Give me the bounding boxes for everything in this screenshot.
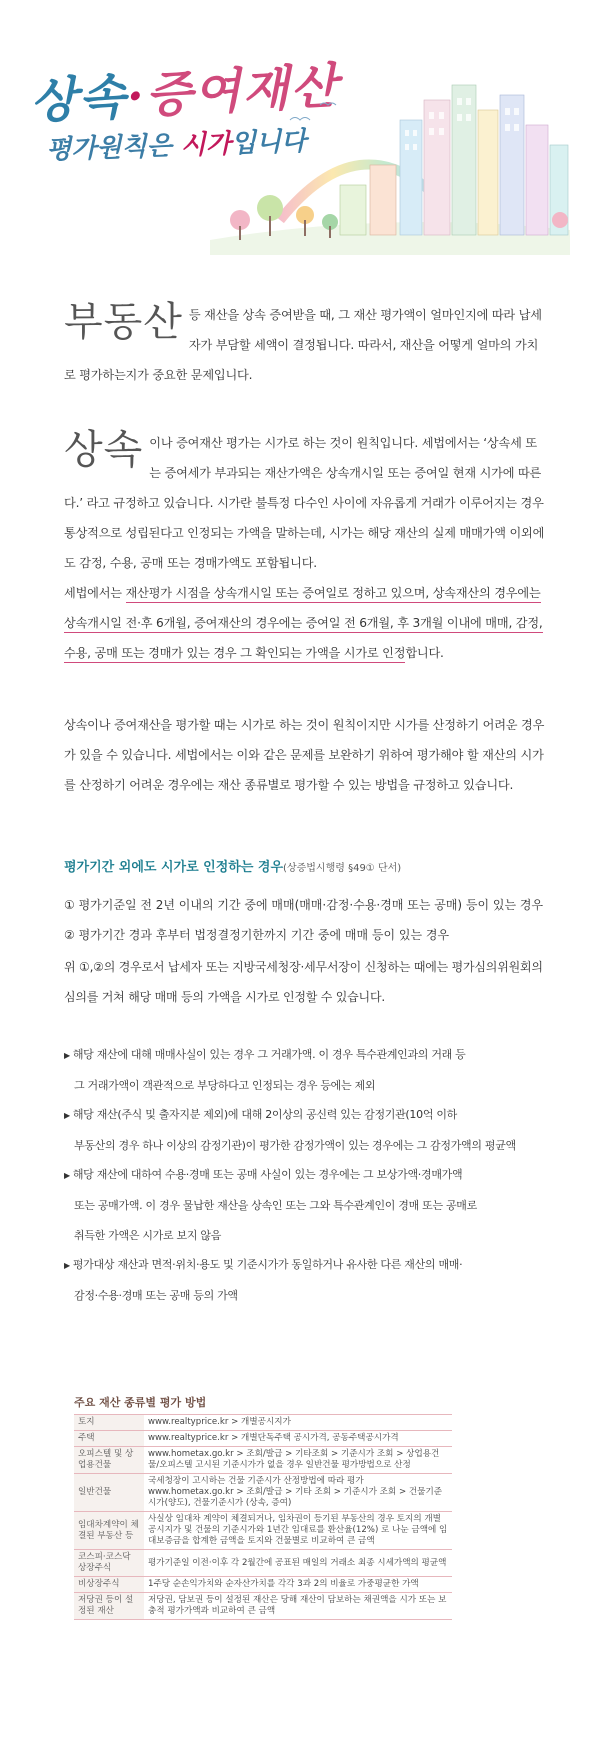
bullet-item: ▶ 해당 재산에 대해 매매사실이 있는 경우 그 거래가액. 이 경우 특수관계인과의 거래 등 그 거래가액이 객관적으로 부당하다고 인정되는 경우 등에는 제외 xyxy=(64,1048,466,1092)
section-title: 평가기간 외에도 시가로 인정하는 경우(상증법시행령 §49① 단서) xyxy=(64,860,402,875)
intro-paragraph-3: 상속이나 증여재산을 평가할 때는 시가로 하는 것이 원칙이지만 시가를 산정하기 어려운 경우가 있을 수 있습니다. 세법에서는 이와 같은 문제를 보완하기 위하여 평가해야 할 재산의 시가를 산정하기 어려운 경우에는 재산 종류별로 평가할 수 있는 방법을 규정하고 있습니다. xyxy=(64,718,545,792)
dropcap-inheritance: 상속 xyxy=(64,427,144,473)
table-row: 일반건물 국세청장이 고시하는 건물 기준시가 산정방법에 따라 평가 www.hometax.go.kr > 조회/발급 > 기타 조회 > 기준시가 조회 > 건물기준시가(양도), 건물기준시가 (상속, 증여) xyxy=(74,1474,452,1512)
table-row: 임대차계약이 체결된 부동산 등 사실상 임대차 계약이 체결되거나, 임차권이 등기된 부동산의 경우 토지의 개별공시지가 및 건물의 기준시가와 1년간 임대료를 환산율(12%) 로 나눈 금액에 임대보증금을 합계한 금액을 토지와 건물별로 비교하여 큰 금액 xyxy=(74,1512,452,1550)
table-row: 오피스텔 및 상업용건물 www.hometax.go.kr > 조회/발급 > 기타조회 > 기준시가 조회 > 상업용건물/오피스텔 고시된 기준시가가 없을 경우 일반건물 평가방법으로 산정 xyxy=(74,1447,452,1474)
table-title: 주요 재산 종류별 평가 방법 xyxy=(74,1396,207,1409)
condition-note: 위 ①,②의 경우로서 납세자 또는 지방국세청장·세무서장이 신청하는 때에는 평가심의위원회의 심의를 거쳐 해당 매매 등의 가액을 시가로 인정할 수 있습니다. xyxy=(64,960,543,1004)
table-row: 토지 www.realtyprice.kr > 개별공시지가 xyxy=(74,1415,452,1431)
condition-item-1: ① 평가기준일 전 2년 이내의 기간 중에 매매(매매·감정·수용·경매 또는 공매) 등이 있는 경우 xyxy=(64,898,544,912)
triangle-bullet-icon: ▶ xyxy=(64,1171,70,1180)
table-row: 주택 www.realtyprice.kr > 개별단독주택 공시가격, 공동주택공시가격 xyxy=(74,1431,452,1447)
intro-paragraph-1: 부동산 등 재산을 상속 증여받을 때, 그 재산 평가액이 얼마인지에 따라 납세자가 부담할 세액이 결정됩니다. 따라서, 재산을 어떻게 얼마의 가치로 평가하는지가 중요한 문제입니다. xyxy=(64,299,542,382)
valuation-method-table xyxy=(74,1414,452,1620)
table-row: 비상장주식 1주당 순손익가치와 순자산가치를 각각 3과 2의 비율로 가중평균한 가액 xyxy=(74,1577,452,1593)
bullet-item: ▶ 해당 재산에 대하여 수용·경매 또는 공매 사실이 있는 경우에는 그 보상가액·경매가액 또는 공매가액. 이 경우 물납한 재산을 상속인 또는 그와 특수관계인이 경매 또는 공매로 취득한 가액은 시가로 보지 않음 xyxy=(64,1168,477,1242)
key-rule-underlined: 재산평가 시점을 상속개시일 또는 증여일로 정하고 있으며, 상속재산의 경우에는 상속개시일 전·후 6개월, 증여재산의 경우에는 증여일 전 6개월, 후 3개월 이내에 매매, 감정, 수용, 공매 또는 경매가 있는 경우 그 확인되는 가액을 시가로 인정 xyxy=(64,586,543,663)
triangle-bullet-icon: ▶ xyxy=(64,1261,70,1270)
condition-item-2: ② 평가기간 경과 후부터 법정결정기한까지 기간 중에 매매 등이 있는 경우 xyxy=(64,928,450,942)
dropcap-realestate: 부동산 xyxy=(64,299,183,345)
table-row: 코스피·코스닥 상장주식 평가기준일 이전·이후 각 2월간에 공표된 매일의 거래소 최종 시세가액의 평균액 xyxy=(74,1550,452,1577)
triangle-bullet-icon: ▶ xyxy=(64,1051,70,1060)
banner-subtitle: 평가원칙은 시가입니다 xyxy=(45,126,307,166)
bullet-item: ▶ 평가대상 재산과 면적·위치·용도 및 기준시가가 동일하거나 유사한 다른 재산의 매매· 감정·수용·경매 또는 공매 등의 가액 xyxy=(64,1258,463,1302)
triangle-bullet-icon: ▶ xyxy=(64,1111,70,1120)
table-row: 저당권 등이 설정된 재산 저당권, 담보권 등이 설정된 재산은 당해 재산이 담보하는 채권액을 시가 또는 보충적 평가가액과 비교하여 큰 금액 xyxy=(74,1593,452,1620)
header-banner xyxy=(0,0,600,260)
banner-title: 상속·증여재산 xyxy=(28,57,341,131)
bullet-item: ▶ 해당 재산(주식 및 출자지분 제외)에 대해 2이상의 공신력 있는 감정기관(10억 이하 부동산의 경우 하나 이상의 감정기관)이 평가한 감정가액이 있는 경우에는 그 감정가액의 평균액 xyxy=(64,1108,516,1152)
city-illustration xyxy=(210,80,570,255)
intro-paragraph-2: 상속 이나 증여재산 평가는 시가로 하는 것이 원칙입니다. 세법에서는 ‘상속세 또는 증여세가 부과되는 재산가액은 상속개시일 또는 증여일 현재 시가에 따른다.’ 라고 규정하고 있습니다. 시가란 불특정 다수인 사이에 자유롭게 거래가 이루어지는 경우 통상적으로 성립된다고 인정되는 가액을 말하는데, 시가는 해당 재산의 실제 매매가액 이외에도 감정, 수용, 공매 또는 경매가액도 포함됩니다. 세법에서는 재산평가 시점을 상속개시일 또는 증여일로 정하고 있으며, 상속재산의 경우에는 상속개시일 전·후 6개월, 증여재산의 경우에는 증여일 전 6개월, 후 3개월 이내에 매매, 감정, 수용, 공매 또는 경매가 있는 경우 그 확인되는 가액을 시가로 인정합니다. xyxy=(64,428,546,668)
